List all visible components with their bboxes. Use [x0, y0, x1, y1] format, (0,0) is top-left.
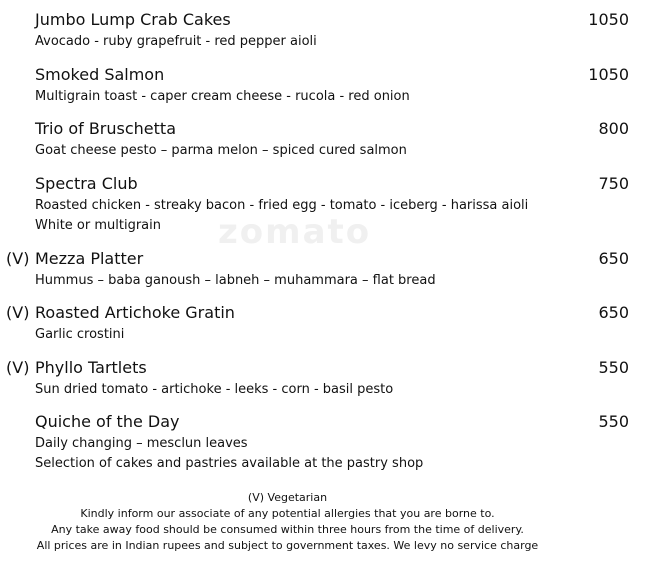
item-description: Hummus – baba ganoush – labneh – muhammara – flat bread: [35, 273, 436, 288]
veg-marker: (V): [6, 249, 30, 268]
veg-marker: (V): [6, 303, 30, 322]
item-description: Selection of cakes and pastries available at the pastry shop: [35, 456, 424, 471]
item-price: 750: [598, 174, 629, 193]
item-price: 650: [598, 249, 629, 268]
item-name: Spectra Club: [35, 174, 138, 193]
allergy-note: Kindly inform our associate of any potential allergies that you are borne to.: [80, 507, 495, 520]
item-name: Trio of Bruschetta: [35, 119, 176, 138]
takeaway-note: Any take away food should be consumed within three hours from the time of delivery.: [51, 523, 524, 536]
item-name: Smoked Salmon: [35, 65, 165, 84]
item-name: Mezza Platter: [35, 249, 144, 268]
item-price: 800: [598, 119, 629, 138]
item-price: 650: [598, 303, 629, 322]
item-name: Jumbo Lump Crab Cakes: [35, 10, 231, 29]
item-description: White or multigrain: [35, 218, 162, 233]
item-price: 550: [598, 358, 629, 377]
item-description: Sun dried tomato - artichoke - leeks - corn - basil pesto: [35, 382, 394, 397]
item-price: 550: [598, 412, 629, 431]
item-name: Phyllo Tartlets: [35, 358, 147, 377]
item-name: Roasted Artichoke Gratin: [35, 303, 235, 322]
watermark: zomato: [218, 212, 372, 252]
pricing-note: All prices are in Indian rupees and subject to government taxes. We levy no service charge: [36, 539, 539, 552]
item-description: Garlic crostini: [35, 327, 125, 342]
item-description: Daily changing – mesclun leaves: [35, 436, 248, 451]
veg-legend: (V) Vegetarian: [247, 491, 328, 504]
item-description: Goat cheese pesto – parma melon – spiced cured salmon: [35, 143, 407, 158]
veg-marker: (V): [6, 358, 30, 377]
item-price: 1050: [588, 10, 629, 29]
item-price: 1050: [588, 65, 629, 84]
footer-notes: [0, 490, 575, 554]
item-name: Quiche of the Day: [35, 412, 180, 431]
item-description: Multigrain toast - caper cream cheese - rucola - red onion: [35, 89, 410, 104]
item-description: Avocado - ruby grapefruit - red pepper aioli: [35, 34, 317, 49]
item-description: Roasted chicken - streaky bacon - fried egg - tomato - iceberg - harissa aioli: [35, 198, 529, 213]
